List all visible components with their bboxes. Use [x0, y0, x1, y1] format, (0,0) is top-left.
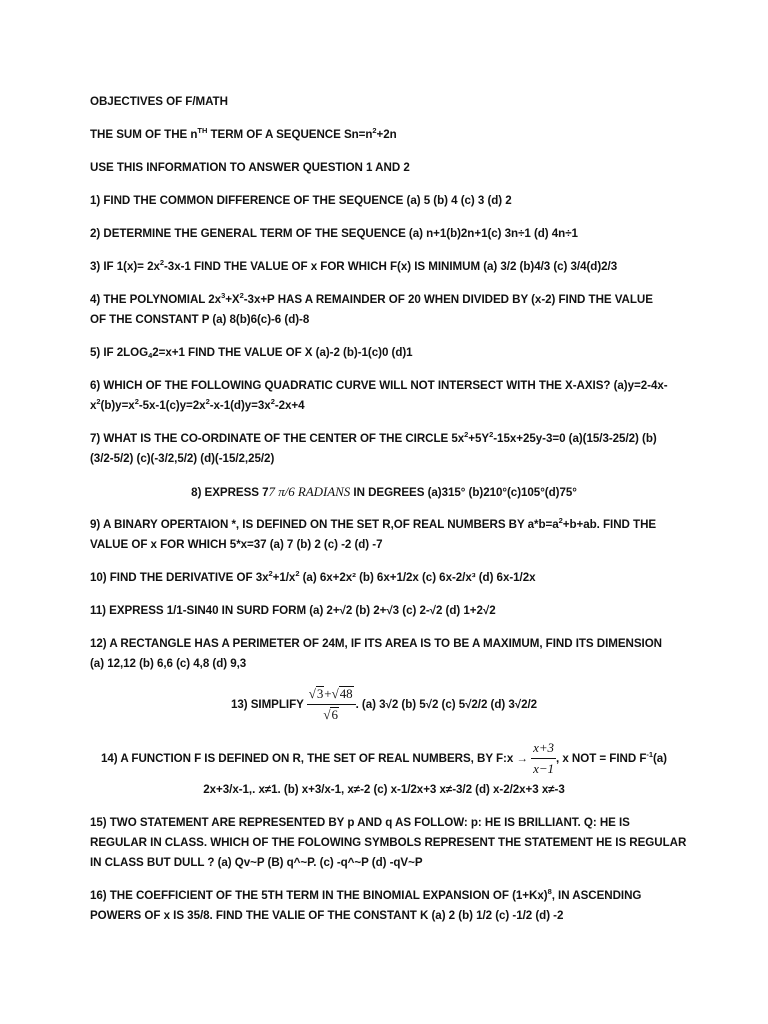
- question-6: 6) WHICH OF THE FOLLOWING QUADRATIC CURVE WILL NOT INTERSECT WITH THE X-AXIS? (a)y=2-4x-: [90, 379, 668, 392]
- question-7-line2: (3/2-5/2) (c)(-3/2,5/2) (d)(-15/2,25/2): [90, 452, 275, 465]
- question-11: 11) EXPRESS 1/1-SIN40 IN SURD FORM (a) 2+√2 (b) 2+√3 (c) 2-√2 (d) 1+2√2: [90, 604, 496, 617]
- question-3: 3) IF $1(x)= 2x^2-3x-1$ FIND THE VALUE OF x FOR WHICH F(x) IS MINIMUM (a) 3/2 (b)4/3 (c) 3/4(d)2/3: [90, 258, 618, 273]
- question-14-line2: 2x+3/x-1,. x≠1. (b) x+3/x-1, x≠-2 (c) x-1/2x+3 x≠-3/2 (d) x-2/2x+3 x≠-3: [203, 783, 565, 796]
- question-15-line3: IN CLASS BUT DULL ? (a) Qv~P (B) q^~P. (c) -q^~P (d) -qV~P: [90, 856, 423, 869]
- question-5: 5) IF $2LOG_42=x+1$ FIND THE VALUE OF X (a)-2 (b)-1(c)0 (d)1: [90, 346, 413, 360]
- question-10: 10) FIND THE DERIVATIVE OF $3x^2+1/x^2$ (a) 6x+2x² (b) 6x+1/2x (c) 6x-2/x³ (d) 6x-1/2x: [90, 569, 536, 584]
- question-12-line2: (a) 12,12 (b) 6,6 (c) 4,8 (d) 9,3: [90, 657, 247, 670]
- question-12: 12) A RECTANGLE HAS A PERIMETER OF 24M, IF ITS AREA IS TO BE A MAXIMUM, FIND ITS DIMENSION: [90, 637, 662, 650]
- question-13: 13) SIMPLIFY $\frac{√3+√48}{√6}$ . (a) 3√2 (b) 5√2 (c) 5√2/2 (d) 3√2/2: [230, 686, 538, 723]
- question-14: 14) A FUNCTION F IS DEFINED ON R, THE SET OF REAL NUMBERS, BY F:x → $\frac{x+3}{x-1}$ , x NOT = FIND $F^{-1}(a)$: [101, 740, 667, 777]
- question-1: 1) FIND THE COMMON DIFFERENCE OF THE SEQUENCE (a) 5 (b) 4 (c) 3 (d) 2: [90, 194, 512, 207]
- question-15-line2: REGULAR IN CLASS. WHICH OF THE FOLOWING SYMBOLS REPRESENT THE STATEMENT HE IS REGULAR: [90, 836, 687, 849]
- intro-instruction: USE THIS INFORMATION TO ANSWER QUESTION 1 AND 2: [90, 161, 410, 174]
- doc-title: OBJECTIVES OF F/MATH: [90, 95, 228, 108]
- function-fraction: $\frac{x+3}{x-1}$: [533, 740, 555, 777]
- question-9-line2: VALUE OF x FOR WHICH 5*x=37 (a) 7 (b) 2 (c) -2 (d) -7: [90, 538, 383, 551]
- question-7: 7) WHAT IS THE CO-ORDINATE OF THE CENTER OF THE CIRCLE $5x^2+5Y^2-15x+25y-3=0$ (a)(15/3-25/2) (b): [90, 430, 657, 445]
- surd-fraction: $\frac{√3+√48}{√6}$: [307, 686, 356, 723]
- question-9: 9) A BINARY OPERTAION *, IS DEFINED ON THE SET R,OF REAL NUMBERS BY $a*b=a^2+b+ab$. FIND THE: [90, 516, 657, 531]
- question-15: 15) TWO STATEMENT ARE REPRESENTED BY p AND q AS FOLLOW: p: HE IS BRILLIANT. Q: HE IS: [90, 816, 630, 829]
- question-16: 16) THE COEFFICIENT OF THE 5TH TERM IN THE BINOMIAL EXPANSION OF $(1+Kx)^8$, IN ASCENDING: [90, 887, 642, 902]
- question-16-line2: POWERS OF x IS 35/8. FIND THE VALIE OF THE CONSTANT K (a) 2 (b) 1/2 (c) -1/2 (d) -2: [90, 909, 564, 922]
- question-4: 4) THE POLYNOMIAL $2x^3+X^2-3x+P$ HAS A REMAINDER OF 20 WHEN DIVIDED BY (x-2) FIND THE VALUE: [90, 291, 653, 306]
- radians-expression: 7 π/6 RADIANS: [268, 484, 351, 499]
- question-4-line2: OF THE CONSTANT P (a) 8(b)6(c)-6 (d)-8: [90, 313, 310, 326]
- question-8: 8) EXPRESS 77 π/6 RADIANS IN DEGREES (a)315° (b)210°(c)105°(d)75°: [191, 484, 577, 499]
- question-6-line2: $x^2(b)y=x^2-5x-1(c)y=2x^2-x-1(d)y=3x^2-2x+4$: [90, 397, 305, 412]
- question-2: 2) DETERMINE THE GENERAL TERM OF THE SEQUENCE (a) n+1(b)2n+1(c) 3n÷1 (d) 4n÷1: [90, 227, 578, 240]
- intro-sum: THE SUM OF THE $n^{TH}$ TERM OF A SEQUENCE $Sn=n^2+2n$: [90, 126, 397, 141]
